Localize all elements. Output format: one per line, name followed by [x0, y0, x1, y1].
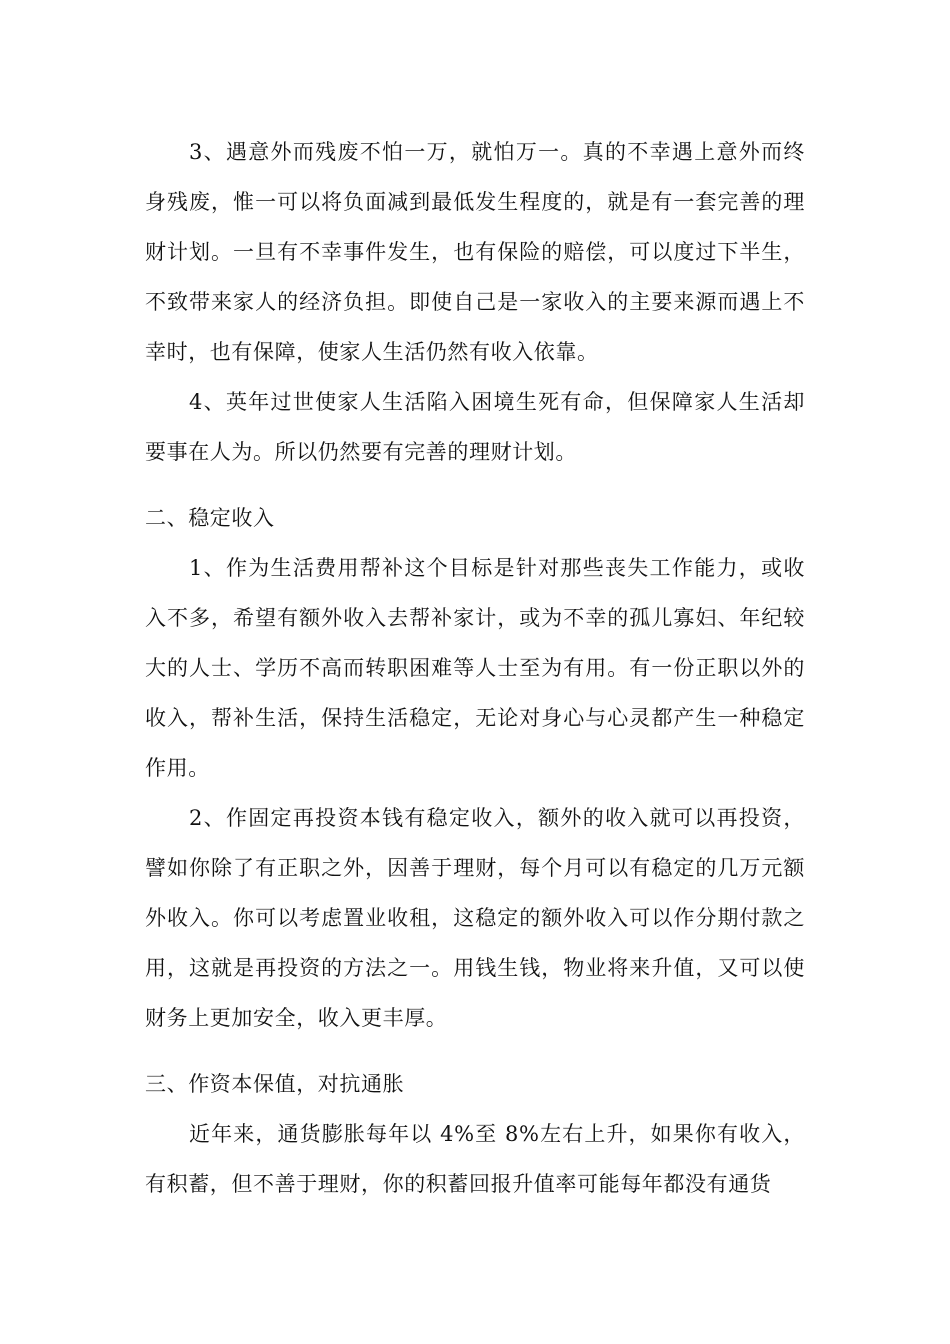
document-body [145, 127, 805, 1209]
section-heading-stable-income: 二、稳定收入 [145, 506, 275, 530]
paragraph-inflation: 近年来，通货膨胀每年以 4%至 8%左右上升，如果你有收入，有积蓄，但不善于理财，你的积蓄回报升值率可能每年都没有通货 [145, 1122, 805, 1196]
paragraph-disability: 3、遇意外而残废不怕一万，就怕万一。真的不幸遇上意外而终身残废，惟一可以将负面减到最低发生程度的，就是有一套完善的理财计划。一旦有不幸事件发生，也有保险的赔偿，可以度过下半生，不致带来家人的经济负担。即使自己是一家收入的主要来源而遇上不幸时，也有保障，使家人生活仍然有收入依靠。 [145, 140, 805, 364]
section-heading-inflation: 三、作资本保值，对抗通胀 [145, 1072, 405, 1096]
paragraph-reinvestment: 2、作固定再投资本钱有稳定收入，额外的收入就可以再投资，譬如你除了有正职之外，因善于理财，每个月可以有稳定的几万元额外收入。你可以考虑置业收租，这稳定的额外收入可以作分期付款之用，这就是再投资的方法之一。用钱生钱，物业将来升值，又可以使财务上更加安全，收入更丰厚。 [145, 806, 805, 1030]
paragraph-living-expense: 1、作为生活费用帮补这个目标是针对那些丧失工作能力，或收入不多，希望有额外收入去帮补家计，或为不幸的孤儿寡妇、年纪较大的人士、学历不高而转职困难等人士至为有用。有一份正职以外的收入，帮补生活，保持生活稳定，无论对身心与心灵都产生一种稳定作用。 [145, 556, 805, 780]
paragraph-early-death: 4、英年过世使家人生活陷入困境生死有命，但保障家人生活却要事在人为。所以仍然要有完善的理财计划。 [145, 390, 805, 464]
